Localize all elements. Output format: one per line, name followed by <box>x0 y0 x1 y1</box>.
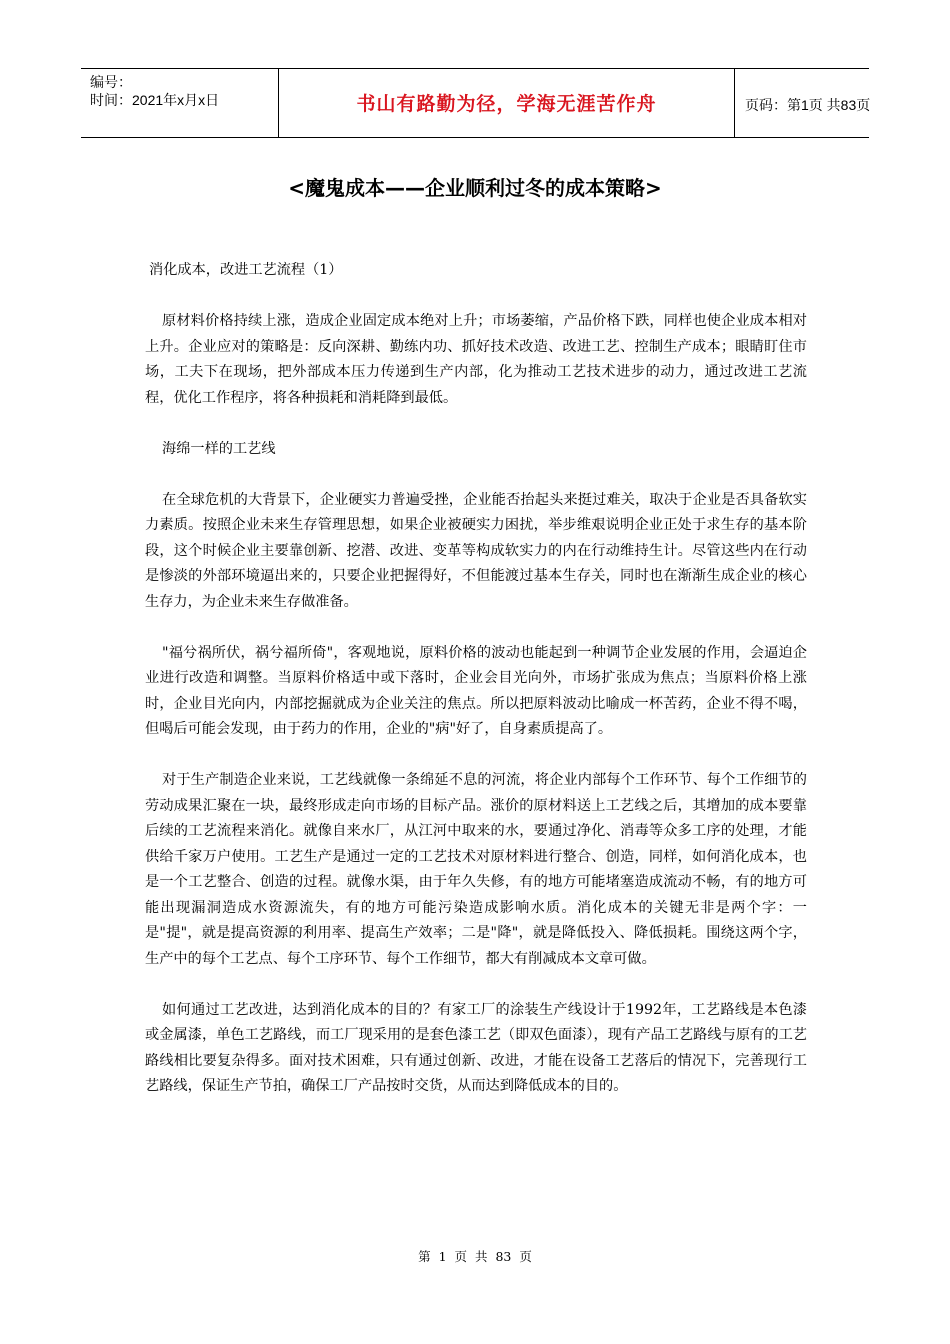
body-paragraph: 在全球危机的大背景下，企业硬实力普遍受挫，企业能否抬起头来挺过难关，取决于企业是否具备软实力素质。按照企业未来生存管理思想，如果企业被硬实力困扰，举步维艰说明企业正处于求生存的基本阶段，这个时候企业主要靠创新、挖潜、改进、变革等构成软实力的内在行动维持生计。尽管这些内在行动是惨淡的外部环境逼出来的，只要企业把握得好，不但能渡过基本生存关，同时也在渐渐生成企业的核心生存力，为企业未来生存做准备。 <box>145 491 807 610</box>
header-info-cell <box>81 69 279 137</box>
document-title: <魔鬼成本——企业顺利过冬的成本策略> <box>288 176 662 200</box>
body-paragraph: "福兮祸所伏，祸兮福所倚"，客观地说，原料价格的波动也能起到一种调节企业发展的作用，会逼迫企业进行改造和调整。当原料价格适中或下落时，企业会目光向外，市场扩张成为焦点；当原料价格上涨时，企业目光向内，内部挖掘就成为企业关注的焦点。所以把原料波动比喻成一杯苦药，企业不得不喝，但喝后可能会发现，由于药力的作用，企业的"病"好了，自身素质提高了。 <box>145 644 807 737</box>
header-motto-cell <box>279 69 735 137</box>
body-paragraph: 原材料价格持续上涨，造成企业固定成本绝对上升；市场萎缩，产品价格下跌，同样也使企业成本相对上升。企业应对的策略是：反向深耕、勤练内功、抓好技术改造、改进工艺、控制生产成本；眼睛盯住市场，工夫下在现场，把外部成本压力传递到生产内部，化为推动工艺技术进步的动力，通过改进工艺流程，优化工作程序，将各种损耗和消耗降到最低。 <box>145 313 807 406</box>
header-page-info: 页码：第1页 共83页 <box>745 97 871 113</box>
section-subtitle: 消化成本，改进工艺流程（1） <box>149 262 343 278</box>
document-date-label: 时间：2021年x月x日 <box>90 92 220 108</box>
body-paragraph: 对于生产制造企业来说，工艺线就像一条绵延不息的河流，将企业内部每个工作环节、每个工作细节的劳动成果汇聚在一块，最终形成走向市场的目标产品。涨价的原材料送上工艺线之后，其增加的成本要靠后续的工艺流程来消化。就像自来水厂，从江河中取来的水，要通过净化、消毒等众多工序的处理，才能供给千家万户使用。工艺生产是通过一定的工艺技术对原材料进行整合、创造，同样，如何消化成本，也是一个工艺整合、创造的过程。就像水渠，由于年久失修，有的地方可能堵塞造成流动不畅，有的地方可能出现漏洞造成水资源流失，有的地方可能污染造成影响水质。消化成本的关键无非是两个字：一是"提"，就是提高资源的利用率、提高生产效率；二是"降"，就是降低投入、降低损耗。围绕这两个字，生产中的每个工艺点、每个工序环节、每个工作细节，都大有削减成本文章可做。 <box>145 772 807 967</box>
document-header <box>81 68 869 138</box>
document-body <box>145 258 807 1125</box>
header-motto: 书山有路勤为径，学海无涯苦作舟 <box>356 93 657 115</box>
document-number-label: 编号： <box>90 74 132 90</box>
page-footer: 第 1 页 共 83 页 <box>418 1249 532 1264</box>
body-paragraph: 海绵一样的工艺线 <box>162 440 276 457</box>
body-paragraph: 如何通过工艺改进，达到消化成本的目的？有家工厂的涂装生产线设计于1992年，工艺路线是本色漆或金属漆，单色工艺路线，而工厂现采用的是套色漆工艺（即双色面漆），现有产品工艺路线与原有的工艺路线相比要复杂得多。面对技术困难，只有通过创新、改进，才能在设备工艺落后的情况下，完善现行工艺路线，保证生产节拍，确保工厂产品按时交货，从而达到降低成本的目的。 <box>145 1001 807 1094</box>
header-page-cell <box>735 69 869 137</box>
